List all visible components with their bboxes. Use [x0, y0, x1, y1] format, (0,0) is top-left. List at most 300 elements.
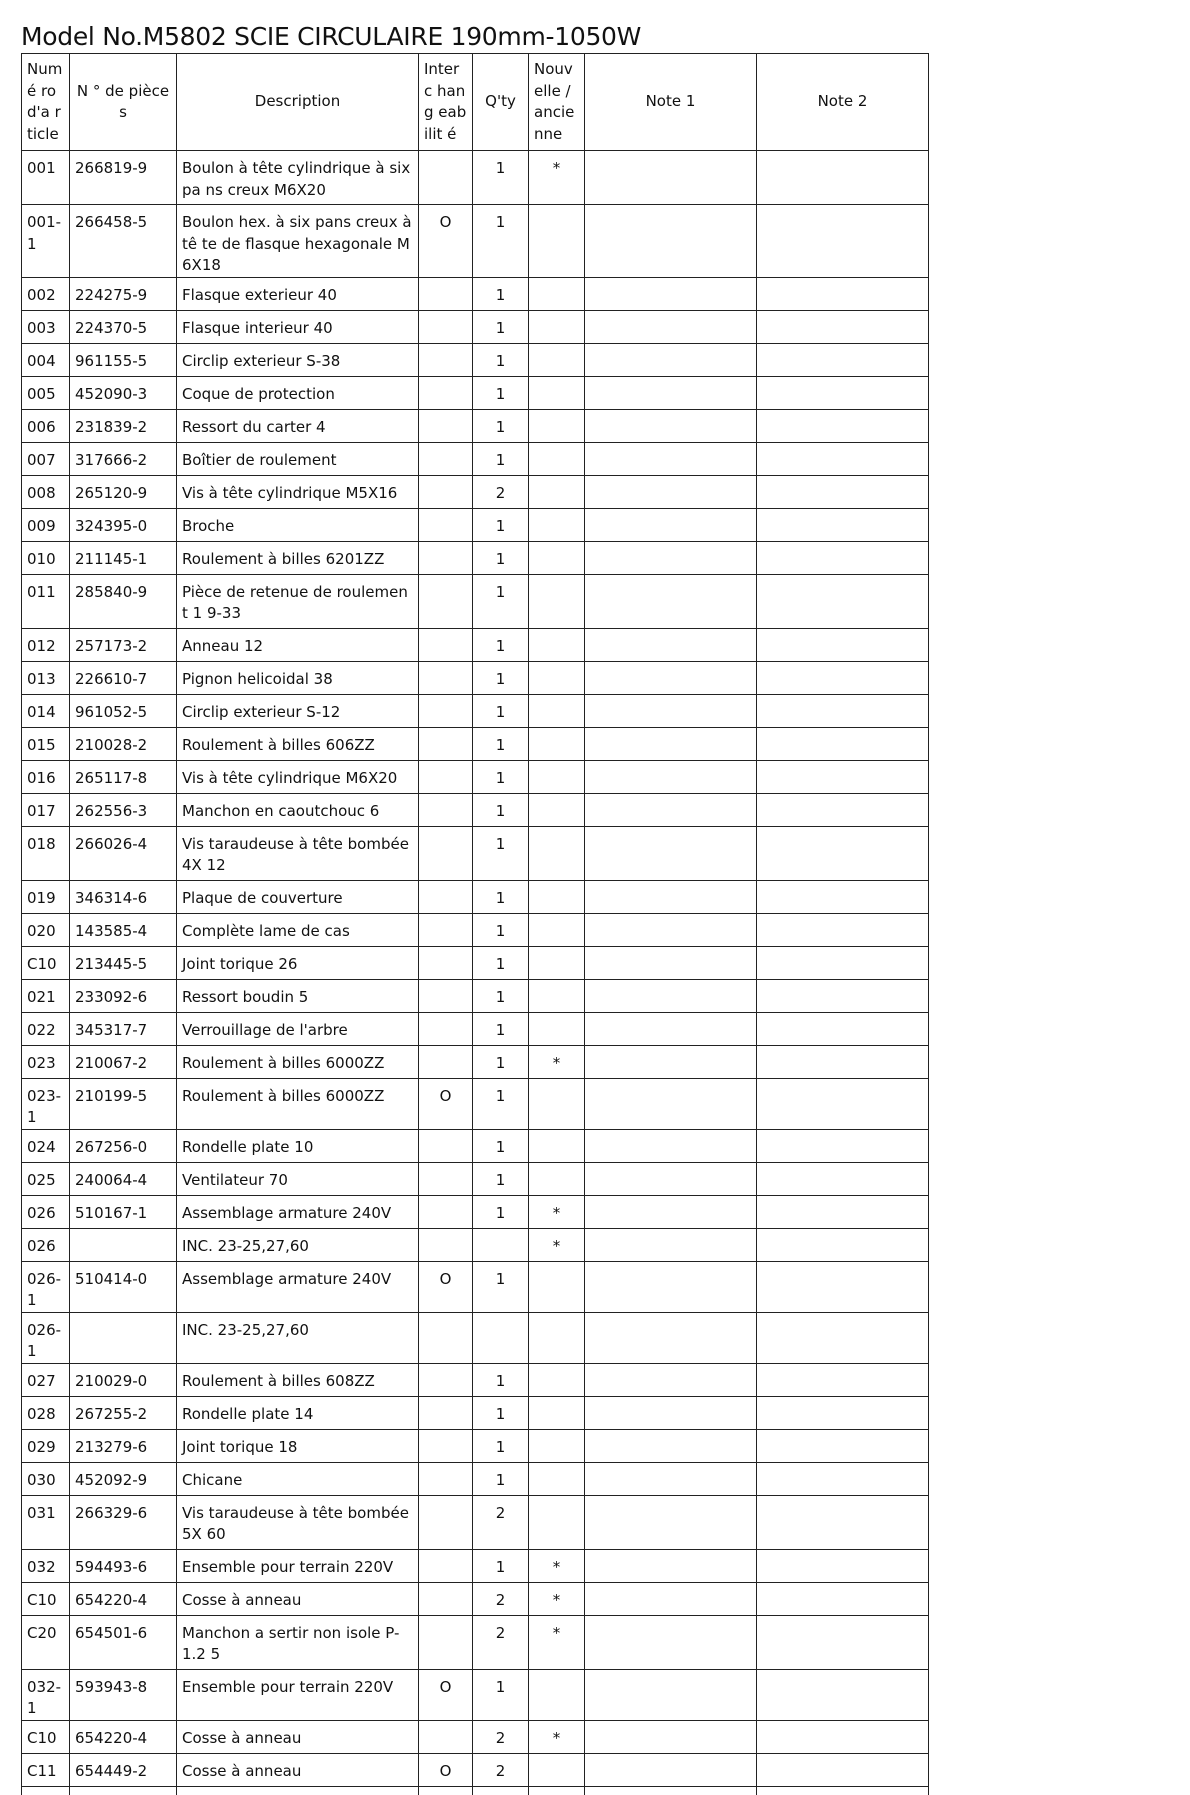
cell-part-number: 594493-6 — [70, 1549, 177, 1582]
cell-note-1 — [585, 1129, 757, 1162]
cell-note-1 — [585, 1078, 757, 1129]
cell-interchangeability — [419, 793, 473, 826]
table-row — [22, 475, 929, 508]
table-row — [22, 979, 929, 1012]
table-row — [22, 661, 929, 694]
cell-quantity: 1 — [473, 694, 529, 727]
cell-item-number: 021 — [22, 979, 70, 1012]
cell-interchangeability — [419, 946, 473, 979]
header-item-number: Numé ro d'a rticle — [22, 54, 70, 151]
cell-description: Ensemble pour terrain 220V — [177, 1669, 419, 1720]
cell-description: Circlip exterieur S-12 — [177, 694, 419, 727]
cell-note-2 — [757, 1462, 929, 1495]
cell-description: Ressort boudin 5 — [177, 979, 419, 1012]
cell-part-number: 510414-0 — [70, 1261, 177, 1312]
cell-interchangeability — [419, 1429, 473, 1462]
cell-note-1 — [585, 1429, 757, 1462]
cell-note-2 — [757, 574, 929, 628]
table-row — [22, 826, 929, 880]
cell-interchangeability — [419, 1363, 473, 1396]
cell-note-2 — [757, 1129, 929, 1162]
cell-note-2 — [757, 409, 929, 442]
cell-part-number: 317666-2 — [70, 442, 177, 475]
cell-note-1 — [585, 409, 757, 442]
table-row — [22, 946, 929, 979]
table-row — [22, 442, 929, 475]
cell-note-1 — [585, 1312, 757, 1363]
cell-note-2 — [757, 541, 929, 574]
cell-note-1 — [585, 574, 757, 628]
cell-part-number: 224370-5 — [70, 310, 177, 343]
cell-quantity: 1 — [473, 1669, 529, 1720]
cell-quantity — [473, 1228, 529, 1261]
table-row — [22, 1162, 929, 1195]
header-note-1: Note 1 — [585, 54, 757, 151]
cell-note-2 — [757, 205, 929, 278]
cell-quantity: 1 — [473, 1078, 529, 1129]
cell-part-number: 346314-6 — [70, 880, 177, 913]
cell-interchangeability — [419, 1195, 473, 1228]
cell-note-1 — [585, 694, 757, 727]
cell-quantity: 1 — [473, 1129, 529, 1162]
cell-item-number: 006 — [22, 409, 70, 442]
cell-quantity: 1 — [473, 541, 529, 574]
cell-interchangeability — [419, 508, 473, 541]
cell-new-old — [529, 760, 585, 793]
cell-description: Manchon en caoutchouc 6 — [177, 793, 419, 826]
cell-item-number: 024 — [22, 1129, 70, 1162]
cell-note-2 — [757, 1396, 929, 1429]
cell-new-old — [529, 979, 585, 1012]
cell-quantity: 1 — [473, 1162, 529, 1195]
cell-item-number: 018 — [22, 826, 70, 880]
cell-description: Boulon à tête cylindrique à six pa ns creux M6X20 — [177, 151, 419, 205]
cell-empty — [419, 1786, 473, 1795]
cell-note-2 — [757, 760, 929, 793]
cell-part-number: 210199-5 — [70, 1078, 177, 1129]
table-row — [22, 1045, 929, 1078]
cell-new-old: * — [529, 151, 585, 205]
cell-description: Vis taraudeuse à tête bombée 4X 12 — [177, 826, 419, 880]
cell-quantity: 2 — [473, 1753, 529, 1786]
cell-description: Complète lame de cas — [177, 913, 419, 946]
table-row — [22, 1549, 929, 1582]
cell-note-2 — [757, 1615, 929, 1669]
table-row — [22, 310, 929, 343]
cell-note-2 — [757, 826, 929, 880]
cell-note-1 — [585, 1261, 757, 1312]
cell-interchangeability — [419, 1228, 473, 1261]
cell-note-2 — [757, 1228, 929, 1261]
cell-note-1 — [585, 1495, 757, 1549]
cell-note-2 — [757, 1582, 929, 1615]
cell-part-number: 510167-1 — [70, 1195, 177, 1228]
cell-new-old — [529, 409, 585, 442]
cell-item-number: 009 — [22, 508, 70, 541]
cell-note-1 — [585, 1396, 757, 1429]
cell-part-number: 224275-9 — [70, 277, 177, 310]
cell-new-old — [529, 574, 585, 628]
cell-description: Boîtier de roulement — [177, 442, 419, 475]
cell-note-2 — [757, 880, 929, 913]
cell-note-1 — [585, 628, 757, 661]
cell-part-number: 265117-8 — [70, 760, 177, 793]
cell-description: Broche — [177, 508, 419, 541]
cell-description: Rondelle plate 10 — [177, 1129, 419, 1162]
cell-note-2 — [757, 1195, 929, 1228]
cell-part-number: 233092-6 — [70, 979, 177, 1012]
cell-quantity: 1 — [473, 727, 529, 760]
cell-new-old — [529, 628, 585, 661]
cell-interchangeability — [419, 277, 473, 310]
cell-description: Coque de protection — [177, 376, 419, 409]
cell-empty — [585, 1786, 757, 1795]
cell-new-old — [529, 793, 585, 826]
cell-part-number: 961155-5 — [70, 343, 177, 376]
cell-new-old — [529, 442, 585, 475]
cell-part-number: 266026-4 — [70, 826, 177, 880]
cell-description: Ensemble pour terrain 220V — [177, 1549, 419, 1582]
cell-quantity: 1 — [473, 793, 529, 826]
cell-item-number: 019 — [22, 880, 70, 913]
cell-part-number: 213279-6 — [70, 1429, 177, 1462]
cell-new-old: * — [529, 1549, 585, 1582]
cell-item-number: 001-1 — [22, 205, 70, 278]
cell-quantity: 1 — [473, 508, 529, 541]
cell-quantity: 1 — [473, 760, 529, 793]
table-row — [22, 277, 929, 310]
cell-new-old — [529, 1261, 585, 1312]
table-row — [22, 409, 929, 442]
cell-description: Chicane — [177, 1462, 419, 1495]
cell-item-number: C10 — [22, 1582, 70, 1615]
cell-part-number: 210067-2 — [70, 1045, 177, 1078]
cell-note-1 — [585, 508, 757, 541]
cell-part-number: 266329-6 — [70, 1495, 177, 1549]
table-row — [22, 541, 929, 574]
cell-note-1 — [585, 1753, 757, 1786]
cell-note-2 — [757, 1045, 929, 1078]
cell-new-old — [529, 205, 585, 278]
table-row — [22, 574, 929, 628]
cell-part-number: 210028-2 — [70, 727, 177, 760]
cell-quantity: 1 — [473, 376, 529, 409]
cell-note-1 — [585, 1228, 757, 1261]
table-row — [22, 376, 929, 409]
cell-new-old — [529, 913, 585, 946]
cell-note-1 — [585, 1045, 757, 1078]
table-row — [22, 1462, 929, 1495]
table-row — [22, 1669, 929, 1720]
cell-item-number: 017 — [22, 793, 70, 826]
cell-quantity: 1 — [473, 1462, 529, 1495]
cell-description: Ventilateur 70 — [177, 1162, 419, 1195]
cell-note-2 — [757, 1012, 929, 1045]
cell-description: Pièce de retenue de roulement 1 9-33 — [177, 574, 419, 628]
cell-new-old — [529, 946, 585, 979]
table-row — [22, 1195, 929, 1228]
table-row-continued — [22, 1786, 929, 1795]
cell-quantity: 1 — [473, 946, 529, 979]
cell-empty — [529, 1786, 585, 1795]
cell-quantity: 1 — [473, 826, 529, 880]
cell-interchangeability — [419, 310, 473, 343]
cell-quantity: 1 — [473, 343, 529, 376]
header-quantity: Q'ty — [473, 54, 529, 151]
table-row — [22, 1228, 929, 1261]
cell-quantity: 1 — [473, 277, 529, 310]
cell-note-2 — [757, 1261, 929, 1312]
cell-new-old — [529, 661, 585, 694]
cell-note-1 — [585, 793, 757, 826]
parts-table — [21, 53, 929, 1795]
cell-description: Vis à tête cylindrique M6X20 — [177, 760, 419, 793]
cell-part-number: 266819-9 — [70, 151, 177, 205]
cell-item-number: C11 — [22, 1753, 70, 1786]
cell-quantity: 1 — [473, 1012, 529, 1045]
cell-note-2 — [757, 1549, 929, 1582]
cell-note-2 — [757, 1078, 929, 1129]
cell-item-number: 026-1 — [22, 1261, 70, 1312]
cell-note-2 — [757, 1495, 929, 1549]
cell-quantity: 1 — [473, 409, 529, 442]
cell-part-number: 143585-4 — [70, 913, 177, 946]
cell-new-old — [529, 310, 585, 343]
cell-quantity: 1 — [473, 1549, 529, 1582]
cell-item-number: 026-1 — [22, 1312, 70, 1363]
cell-note-1 — [585, 826, 757, 880]
cell-part-number: 654449-2 — [70, 1753, 177, 1786]
cell-description: Circlip exterieur S-38 — [177, 343, 419, 376]
header-note-2: Note 2 — [757, 54, 929, 151]
cell-item-number: 020 — [22, 913, 70, 946]
cell-empty — [177, 1786, 419, 1795]
cell-note-1 — [585, 205, 757, 278]
table-row — [22, 508, 929, 541]
table-row — [22, 1312, 929, 1363]
cell-part-number: 345317-7 — [70, 1012, 177, 1045]
cell-item-number: 001 — [22, 151, 70, 205]
cell-new-old — [529, 376, 585, 409]
cell-item-number: 010 — [22, 541, 70, 574]
cell-description: Cosse à anneau — [177, 1720, 419, 1753]
cell-item-number: 005 — [22, 376, 70, 409]
header-new-old: Nouv elle / ancie nne — [529, 54, 585, 151]
page-title: Model No.M5802 SCIE CIRCULAIRE 190mm-1050W — [21, 22, 642, 51]
cell-interchangeability — [419, 727, 473, 760]
cell-quantity: 1 — [473, 151, 529, 205]
cell-description: Assemblage armature 240V — [177, 1195, 419, 1228]
table-body — [22, 151, 929, 1795]
cell-part-number: 654501-6 — [70, 1615, 177, 1669]
cell-note-2 — [757, 1669, 929, 1720]
cell-new-old — [529, 1495, 585, 1549]
cell-item-number: 023-1 — [22, 1078, 70, 1129]
cell-part-number: 654220-4 — [70, 1720, 177, 1753]
cell-part-number: 285840-9 — [70, 574, 177, 628]
cell-note-1 — [585, 277, 757, 310]
cell-quantity: 1 — [473, 205, 529, 278]
cell-quantity: 1 — [473, 661, 529, 694]
cell-note-2 — [757, 1363, 929, 1396]
cell-note-1 — [585, 442, 757, 475]
cell-note-1 — [585, 1363, 757, 1396]
cell-part-number: 265120-9 — [70, 475, 177, 508]
cell-interchangeability: O — [419, 1261, 473, 1312]
cell-note-1 — [585, 1549, 757, 1582]
cell-quantity: 1 — [473, 1195, 529, 1228]
cell-interchangeability — [419, 1495, 473, 1549]
cell-part-number: 213445-5 — [70, 946, 177, 979]
cell-note-1 — [585, 1582, 757, 1615]
cell-quantity: 1 — [473, 979, 529, 1012]
cell-new-old — [529, 826, 585, 880]
cell-part-number — [70, 1312, 177, 1363]
table-row — [22, 1495, 929, 1549]
cell-interchangeability — [419, 1396, 473, 1429]
cell-description: Ressort du carter 4 — [177, 409, 419, 442]
table-row — [22, 151, 929, 205]
cell-description: Vis à tête cylindrique M5X16 — [177, 475, 419, 508]
cell-note-2 — [757, 1753, 929, 1786]
cell-item-number: 007 — [22, 442, 70, 475]
cell-interchangeability — [419, 694, 473, 727]
cell-description: INC. 23-25,27,60 — [177, 1312, 419, 1363]
cell-note-2 — [757, 151, 929, 205]
cell-note-2 — [757, 661, 929, 694]
cell-description: Cosse à anneau — [177, 1582, 419, 1615]
cell-item-number: 028 — [22, 1396, 70, 1429]
cell-note-1 — [585, 541, 757, 574]
cell-quantity: 1 — [473, 913, 529, 946]
cell-description: Vis taraudeuse à tête bombée 5X 60 — [177, 1495, 419, 1549]
cell-interchangeability — [419, 913, 473, 946]
cell-part-number: 262556-3 — [70, 793, 177, 826]
table-row — [22, 628, 929, 661]
cell-new-old: * — [529, 1582, 585, 1615]
cell-part-number: 267255-2 — [70, 1396, 177, 1429]
cell-part-number: 593943-8 — [70, 1669, 177, 1720]
cell-note-1 — [585, 475, 757, 508]
cell-part-number: 266458-5 — [70, 205, 177, 278]
cell-item-number: 032 — [22, 1549, 70, 1582]
cell-new-old — [529, 1078, 585, 1129]
cell-new-old — [529, 343, 585, 376]
cell-item-number: 003 — [22, 310, 70, 343]
cell-interchangeability — [419, 760, 473, 793]
cell-quantity: 2 — [473, 1495, 529, 1549]
cell-quantity: 2 — [473, 1615, 529, 1669]
cell-note-2 — [757, 727, 929, 760]
cell-note-1 — [585, 1462, 757, 1495]
cell-empty — [70, 1786, 177, 1795]
cell-interchangeability — [419, 409, 473, 442]
cell-description: Assemblage armature 240V — [177, 1261, 419, 1312]
cell-item-number: C20 — [22, 1615, 70, 1669]
cell-description: Flasque interieur 40 — [177, 310, 419, 343]
cell-quantity: 1 — [473, 1261, 529, 1312]
table-row — [22, 913, 929, 946]
cell-new-old — [529, 1396, 585, 1429]
cell-item-number: 030 — [22, 1462, 70, 1495]
table-row — [22, 1396, 929, 1429]
cell-note-1 — [585, 979, 757, 1012]
cell-part-number: 267256-0 — [70, 1129, 177, 1162]
table-row — [22, 880, 929, 913]
cell-item-number: 025 — [22, 1162, 70, 1195]
cell-item-number: 023 — [22, 1045, 70, 1078]
cell-interchangeability — [419, 1462, 473, 1495]
cell-item-number: 011 — [22, 574, 70, 628]
cell-interchangeability — [419, 1615, 473, 1669]
cell-note-1 — [585, 1720, 757, 1753]
cell-note-2 — [757, 475, 929, 508]
cell-description: Roulement à billes 6000ZZ — [177, 1078, 419, 1129]
cell-interchangeability — [419, 541, 473, 574]
cell-item-number: 026 — [22, 1195, 70, 1228]
cell-item-number: 004 — [22, 343, 70, 376]
cell-quantity: 2 — [473, 1720, 529, 1753]
cell-item-number: 012 — [22, 628, 70, 661]
cell-interchangeability: O — [419, 1753, 473, 1786]
cell-interchangeability — [419, 628, 473, 661]
cell-new-old — [529, 1669, 585, 1720]
cell-item-number: 031 — [22, 1495, 70, 1549]
cell-quantity: 1 — [473, 442, 529, 475]
cell-quantity: 1 — [473, 310, 529, 343]
cell-note-1 — [585, 343, 757, 376]
cell-note-2 — [757, 1429, 929, 1462]
cell-quantity: 1 — [473, 574, 529, 628]
cell-new-old — [529, 277, 585, 310]
cell-note-2 — [757, 508, 929, 541]
table-row — [22, 1582, 929, 1615]
cell-new-old — [529, 1012, 585, 1045]
table-row — [22, 1363, 929, 1396]
cell-item-number: 016 — [22, 760, 70, 793]
table-row — [22, 1753, 929, 1786]
header-part-number: N ° de pièces — [70, 54, 177, 151]
cell-item-number: 026 — [22, 1228, 70, 1261]
cell-interchangeability — [419, 1549, 473, 1582]
cell-note-2 — [757, 1162, 929, 1195]
cell-description: Verrouillage de l'arbre — [177, 1012, 419, 1045]
cell-description: Cosse à anneau — [177, 1753, 419, 1786]
cell-interchangeability — [419, 1312, 473, 1363]
cell-quantity — [473, 1312, 529, 1363]
cell-note-1 — [585, 880, 757, 913]
cell-new-old: * — [529, 1045, 585, 1078]
cell-quantity: 2 — [473, 1582, 529, 1615]
table-row — [22, 205, 929, 278]
cell-note-2 — [757, 628, 929, 661]
cell-description: Anneau 12 — [177, 628, 419, 661]
cell-note-1 — [585, 727, 757, 760]
cell-new-old — [529, 1462, 585, 1495]
cell-item-number: 029 — [22, 1429, 70, 1462]
cell-empty — [473, 1786, 529, 1795]
cell-interchangeability — [419, 151, 473, 205]
cell-item-number: 013 — [22, 661, 70, 694]
header-interchangeability: Interc hang eabilit é — [419, 54, 473, 151]
cell-description: Roulement à billes 608ZZ — [177, 1363, 419, 1396]
cell-interchangeability — [419, 343, 473, 376]
cell-description: Manchon a sertir non isole P-1.2 5 — [177, 1615, 419, 1669]
cell-note-1 — [585, 760, 757, 793]
cell-description: Joint torique 18 — [177, 1429, 419, 1462]
cell-new-old: * — [529, 1615, 585, 1669]
table-row — [22, 1012, 929, 1045]
